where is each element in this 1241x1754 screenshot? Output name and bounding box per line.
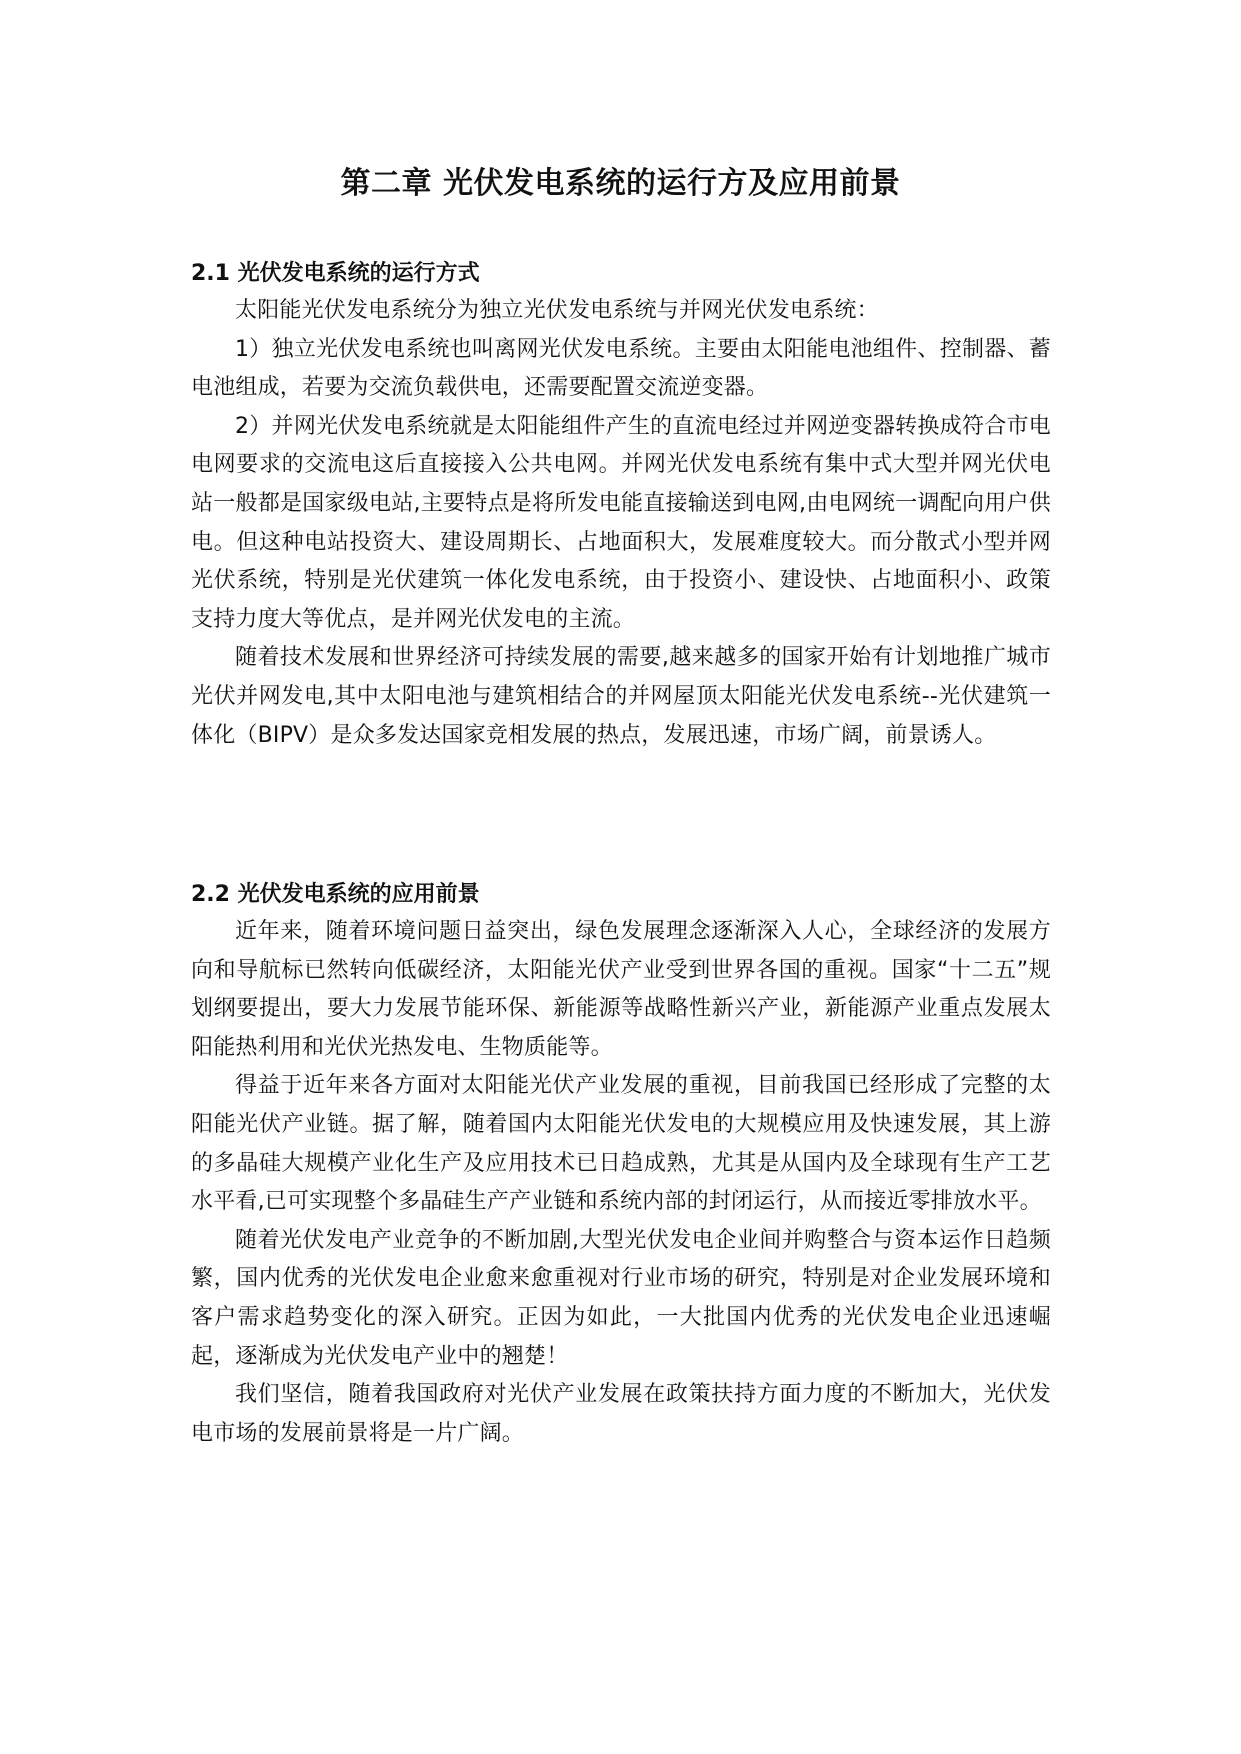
section-application-prospects — [191, 877, 1051, 1453]
chapter-title: 第二章 光伏发电系统的运行方及应用前景 — [340, 166, 901, 201]
paragraph: 太阳能光伏发电系统分为独立光伏发电系统与并网光伏发电系统： — [235, 298, 879, 323]
paragraph: 得益于近年来各方面对太阳能光伏产业发展的重视，目前我国已经形成了完整的太阳能光伏产业链。据了解，随着国内太阳能光伏发电的大规模应用及快速发展，其上游的多晶硅大规模产业化生产及应用技术已日趋成熟，尤其是从国内及全球现有生产工艺水平看,已可实现整个多晶硅生产产业链和系统内部的封闭运行，从而接近零排放水平。 — [191, 1073, 1051, 1215]
paragraph: 我们坚信，随着我国政府对光伏产业发展在政策扶持方面力度的不断加大，光伏发电市场的发展前景将是一片广阔。 — [191, 1382, 1051, 1446]
paragraph: 随着技术发展和世界经济可持续发展的需要,越来越多的国家开始有计划地推广城市光伏并网发电,其中太阳电池与建筑相结合的并网屋顶太阳能光伏发电系统--光伏建筑一体化（BIPV）是众多发达国家竞相发展的热点，发展迅速，市场广阔，前景诱人。 — [191, 645, 1051, 748]
list-paragraph: 1）独立光伏发电系统也叫离网光伏发电系统。主要由太阳能电池组件、控制器、蓄电池组成，若要为交流负载供电，还需要配置交流逆变器。 — [191, 336, 1051, 401]
list-paragraph: 2）并网光伏发电系统就是太阳能组件产生的直流电经过并网逆变器转换成符合市电电网要求的交流电这后直接接入公共电网。并网光伏发电系统有集中式大型并网光伏电站一般都是国家级电站,主要特点是将所发电能直接输送到电网,由电网统一调配向用户供电。但这种电站投资大、建设周期长、占地面积大，发展难度较大。而分散式小型并网光伏系统，特别是光伏建筑一体化发电系统，由于投资小、建设快、占地面积小、政策支持力度大等优点，是并网光伏发电的主流。 — [191, 413, 1051, 632]
section-heading: 2.2 光伏发电系统的应用前景 — [191, 882, 480, 907]
paragraph: 随着光伏发电产业竞争的不断加剧,大型光伏发电企业间并购整合与资本运作日趋频繁，国内优秀的光伏发电企业愈来愈重视对行业市场的研究，特别是对企业发展环境和客户需求趋势变化的深入研究。正因为如此，一大批国内优秀的光伏发电企业迅速崛起，逐渐成为光伏发电产业中的翘楚！ — [191, 1227, 1051, 1369]
paragraph: 近年来，随着环境问题日益突出，绿色发展理念逐渐深入人心，全球经济的发展方向和导航标已然转向低碳经济，太阳能光伏产业受到世界各国的重视。国家“十二五”规划纲要提出，要大力发展节能环保、新能源等战略性新兴产业，新能源产业重点发展太阳能热利用和光伏光热发电、生物质能等。 — [191, 919, 1051, 1060]
section-heading: 2.1 光伏发电系统的运行方式 — [191, 261, 480, 286]
section-operation-modes — [191, 256, 1051, 755]
